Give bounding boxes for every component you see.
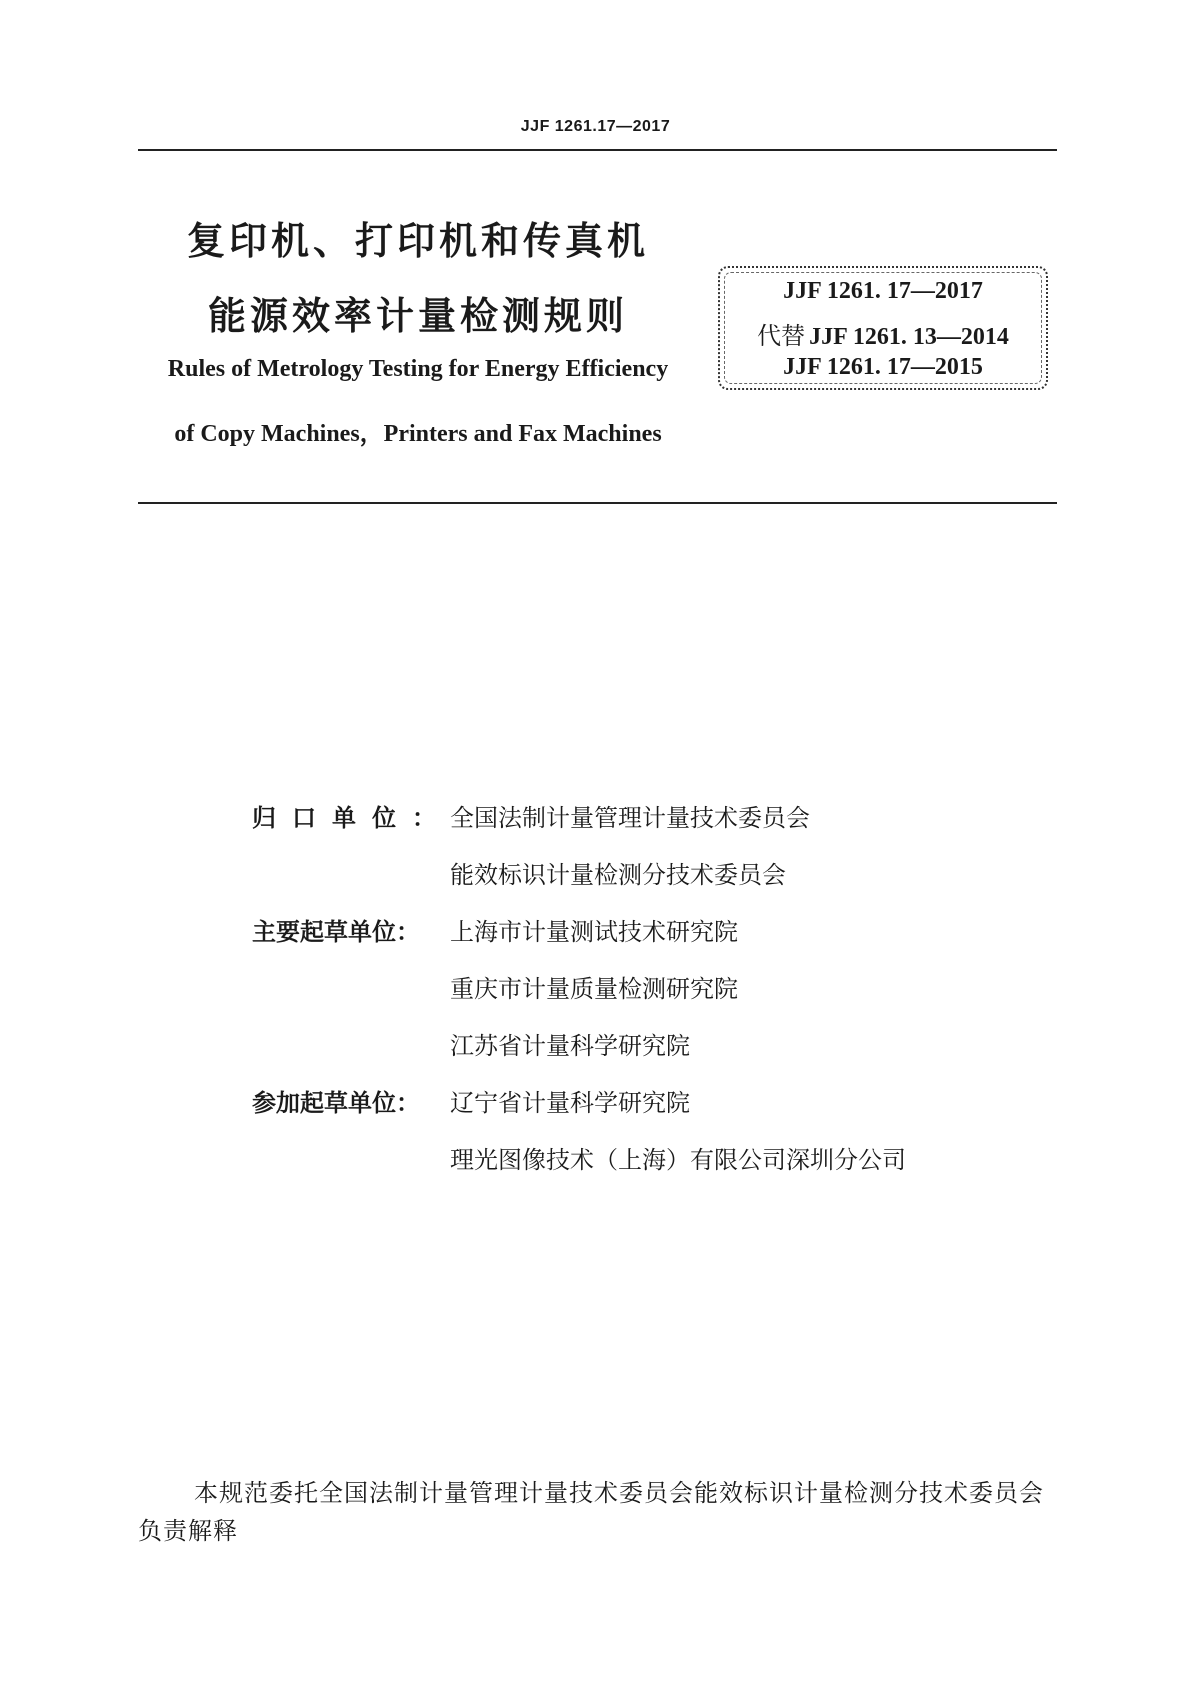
running-header-code: JJF 1261.17—2017	[520, 118, 671, 135]
code-replaced-2: JJF 1261. 17—2015	[783, 354, 983, 380]
code-current: JJF 1261. 17—2017	[783, 278, 983, 304]
title-en-line2: of Copy Machines，Printers and Fax Machines	[174, 421, 662, 447]
code-replaced-1: JJF 1261. 13—2014	[809, 324, 1009, 350]
participating-unit-1: 辽宁省计量科学研究院	[450, 1089, 690, 1117]
main-drafting-unit-3: 江苏省计量科学研究院	[450, 1032, 690, 1060]
standard-code-box	[718, 266, 1048, 390]
participating-drafting-label: 参加起草单位：	[252, 1089, 420, 1117]
main-drafting-unit-2: 重庆市计量质量检测研究院	[450, 975, 738, 1003]
title-en-line1: Rules of Metrology Testing for Energy Efficiency	[167, 356, 669, 382]
main-drafting-unit-1: 上海市计量测试技术研究院	[450, 918, 738, 946]
responsible-unit-1: 全国法制计量管理计量技术委员会	[450, 804, 810, 832]
interpretation-note: 本规范委托全国法制计量管理计量技术委员会能效标识计量检测分技术委员会负责解释	[138, 1479, 1044, 1545]
replaces-prefix: 代替	[757, 322, 806, 350]
title-rule	[138, 502, 1057, 504]
responsible-unit-label: 归口单位：	[252, 804, 452, 832]
participating-unit-2: 理光图像技术（上海）有限公司深圳分公司	[450, 1146, 906, 1174]
responsible-unit-2: 能效标识计量检测分技术委员会	[450, 861, 786, 889]
title-zh-line1: 复印机、打印机和传真机	[186, 219, 649, 263]
main-drafting-label: 主要起草单位：	[252, 918, 420, 946]
title-zh-line2: 能源效率计量检测规则	[207, 294, 628, 338]
code-replaces	[720, 316, 1046, 351]
header-rule	[138, 149, 1057, 151]
